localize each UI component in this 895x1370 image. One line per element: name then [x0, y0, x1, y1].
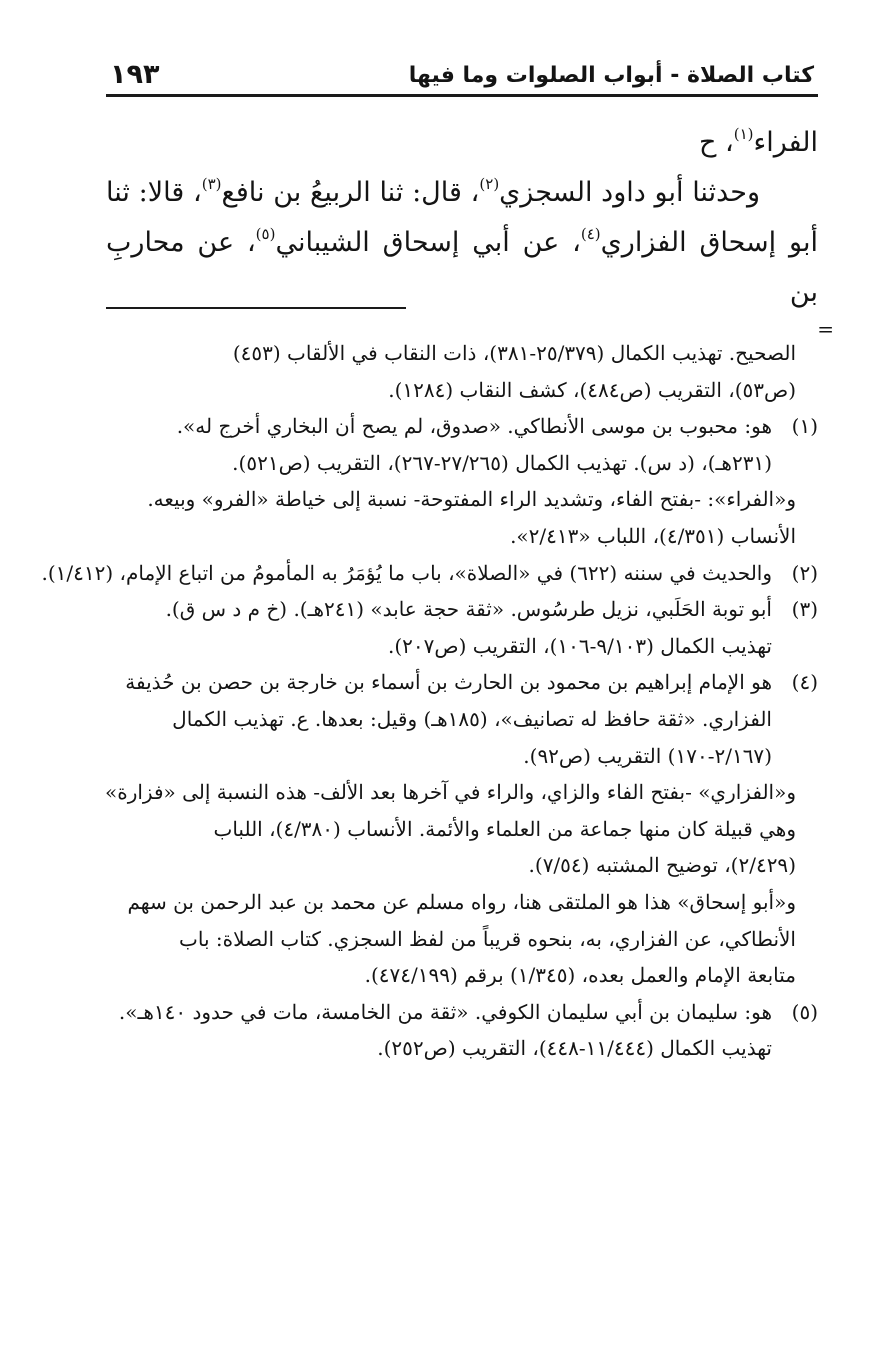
footnote-line: و«الفزاري» -بفتح الفاء والزاي، والراء في آخرها بعد الألف- هذه النسبة إلى «فزارة»: [104, 780, 796, 805]
footnote-3: [106, 591, 818, 664]
footnotes: [41, 335, 818, 1067]
footnote-line: تهذيب الكمال (١١/٤٤٤-٤٤٨)، التقريب (ص٢٥٢).: [377, 1036, 772, 1061]
footnote-marker: (٣): [791, 597, 818, 622]
footnote-line: الصحيح. تهذيب الكمال (٢٥/٣٧٩-٣٨١)، ذات النقاب في الألقاب (٤٥٣): [232, 341, 796, 365]
header-title: كتاب الصلاة - أبواب الصلوات وما فيها: [408, 63, 814, 88]
footnote-marker: (١): [791, 414, 818, 439]
footnote-line: تهذيب الكمال (٩/١٠٣-١٠٦)، التقريب (ص٢٠٧).: [387, 633, 772, 658]
footnote-line: هو: محبوب بن موسى الأنطاكي. «صدوق، لم يصح أن البخاري أخرج له».: [176, 414, 772, 439]
footnote-line: و«الفراء»: -بفتح الفاء، وتشديد الراء المفتوحة- نسبة إلى خياطة «الفرو» وبيعه.: [147, 487, 796, 512]
footnote-5: [106, 994, 818, 1067]
footnote-line: (ص٥٣)، التقريب (ص٤٨٤)، كشف النقاب (١٢٨٤).: [388, 377, 796, 402]
footnote-ref-3: (٣): [201, 175, 222, 193]
main-text: [106, 118, 818, 318]
footnote-line: (٢/١٦٧-١٧٠) التقريب (ص٩٢).: [523, 743, 772, 768]
footnote-ref-4: (٤): [580, 225, 601, 243]
footnote-marker: (٥): [791, 999, 818, 1024]
footnote-line: والحديث في سننه (٦٢٢) في «الصلاة»، باب ما يُؤمَرُ به المأمومُ من اتباع الإمام، (١/٤١٢).: [41, 560, 772, 585]
footnote-line: هو: سليمان بن أبي سليمان الكوفي. «ثقة من الخامسة، مات في حدود ١٤٠هـ».: [118, 999, 772, 1024]
footnote-continuation: [106, 335, 818, 408]
footnote-line: الأنطاكي، عن الفزاري، به، بنحوه قريباً من لفظ السجزي. كتاب الصلاة: باب: [179, 926, 796, 951]
footnote-ref-2: (٢): [479, 175, 500, 193]
footnote-marker: (٢): [791, 560, 818, 585]
footnote-line: أبو توبة الحَلَبي، نزيل طرسُوس. «ثقة حجة عابد» (٢٤١هـ). (خ م د س ق).: [165, 597, 772, 622]
footnote-line: متابعة الإمام والعمل بعده، (١/٣٤٥) برقم (٤٧٤/١٩٩).: [364, 963, 796, 988]
footnote-line: (٢/٤٢٩)، توضيح المشتبه (٧/٥٤).: [528, 853, 796, 878]
footnote-2: [41, 555, 818, 592]
footnote-line: الأنساب (٤/٣٥١)، اللباب «٢/٤١٣».: [510, 523, 796, 548]
continuation-mark: =: [817, 317, 834, 341]
footnote-line: الفزاري. «ثقة حافظ له تصانيف»، (١٨٥هـ) وقيل: بعدها. ع. تهذيب الكمال: [172, 706, 772, 731]
footnote-1: [106, 408, 818, 554]
footnote-line: هو الإمام إبراهيم بن محمود بن الحارث بن أسماء بن خارجة بن حصن بن حُذيفة: [125, 670, 772, 695]
main-paragraph: وحدثنا أبو داود السجزي$^{(٢)}$، قال: ثنا الربيعُ بن نافع$^{(٣)}$، قالا: ثنا أبو إسحاق الفزاري$^{(٤)}$، عن أبي إسحاق الشيباني$^{(٥)}$، عن محاربِ بن: [106, 175, 818, 308]
footnote-line: و«أبو إسحاق» هذا هو الملتقى هنا، رواه مسلم عن محمد بن عبد الرحمن بن سهم: [127, 889, 796, 914]
footnote-line: (٢٣١هـ)، (د س). تهذيب الكمال (٢٧/٢٦٥-٢٦٧)، التقريب (ص٥٢١).: [232, 450, 772, 475]
separator-rule: [106, 307, 406, 309]
running-header: [106, 60, 818, 97]
footnote-line: وهي قبيلة كان منها جماعة من العلماء والأئمة. الأنساب (٤/٣٨٠)، اللباب: [213, 816, 796, 841]
footnote-marker: (٤): [791, 670, 818, 695]
footnote-ref-5: (٥): [255, 225, 276, 243]
main-line-1: الفراء$^{(١)}$، ح: [699, 125, 818, 158]
footnote-ref-1: (١): [733, 125, 754, 143]
page-number: ١٩٣: [110, 59, 160, 90]
footnote-4: [106, 664, 818, 993]
